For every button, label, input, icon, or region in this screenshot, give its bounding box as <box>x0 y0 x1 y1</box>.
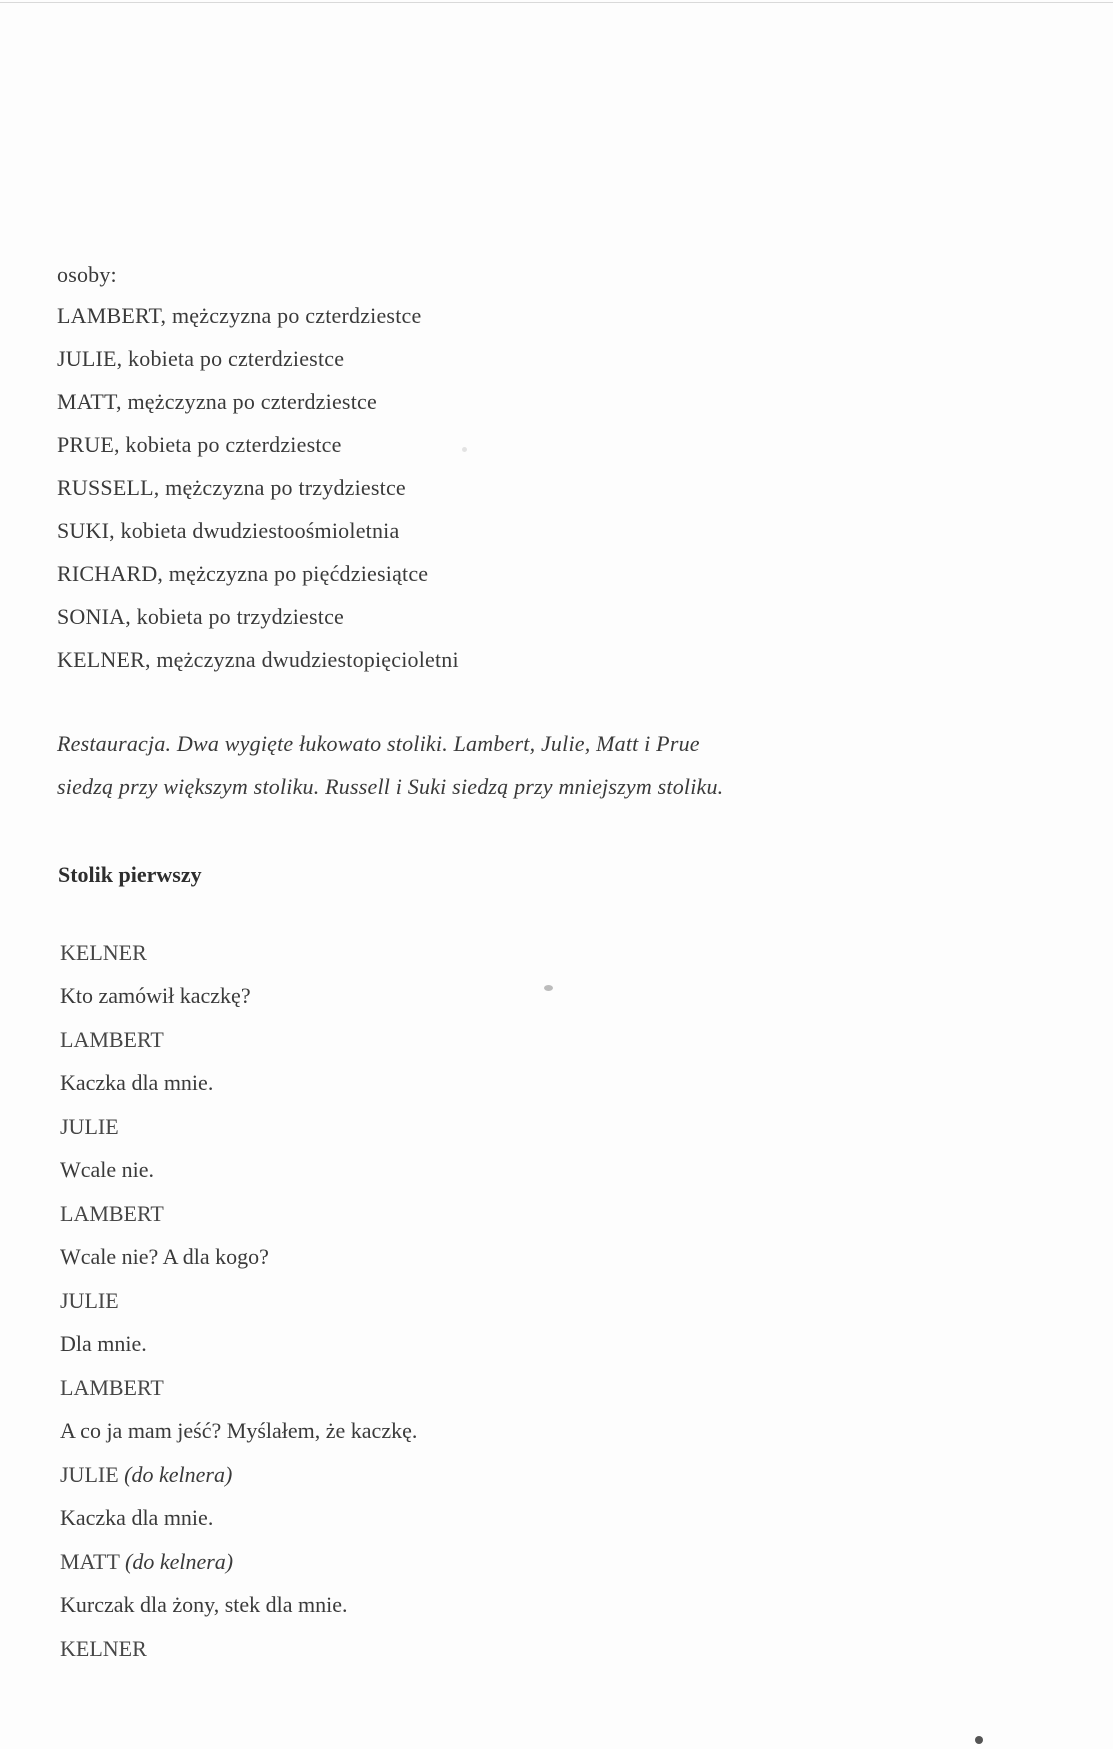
scan-speck <box>975 1736 983 1744</box>
dialogue-line: Kto zamówił kaczkę? <box>60 983 251 1008</box>
dialogue-speaker: KELNER <box>60 1636 147 1661</box>
dialogue-speaker: MATT <box>60 1549 120 1574</box>
dialogue-direction: (do kelnera) <box>125 1549 234 1574</box>
dialogue-speaker: KELNER <box>60 940 147 965</box>
dialogue-speaker-with-direction <box>60 1549 233 1575</box>
dialogue-line: Kurczak dla żony, stek dla mnie. <box>60 1592 348 1617</box>
dialogue-line: Kaczka dla mnie. <box>60 1070 214 1095</box>
dialogue-speaker-with-direction <box>60 1462 232 1488</box>
dialogue-speaker: JULIE <box>60 1114 119 1139</box>
scan-speck <box>544 985 553 991</box>
dialogue-line: Wcale nie. <box>60 1157 155 1182</box>
stage-direction-line-2: siedzą przy większym stoliku. Russell i Suki siedzą przy mniejszym stoliku. <box>57 774 724 799</box>
cast-item-suki: SUKI, kobieta dwudziestoośmioletnia <box>57 518 400 543</box>
dialogue-speaker: JULIE <box>60 1462 119 1487</box>
scene-heading: Stolik pierwszy <box>58 862 202 887</box>
cast-item-lambert: LAMBERT, mężczyzna po czterdziestce <box>57 303 422 328</box>
cast-item-prue: PRUE, kobieta po czterdziestce <box>57 432 342 457</box>
dialogue-direction: (do kelnera) <box>124 1462 233 1487</box>
cast-item-kelner: KELNER, mężczyzna dwudziestopięcioletni <box>57 647 459 672</box>
dialogue-speaker: LAMBERT <box>60 1375 164 1400</box>
dialogue-line: A co ja mam jeść? Myślałem, że kaczkę. <box>60 1418 418 1443</box>
cast-item-richard: RICHARD, mężczyzna po pięćdziesiątce <box>57 561 429 586</box>
dialogue-line: Kaczka dla mnie. <box>60 1505 214 1530</box>
dialogue-speaker: LAMBERT <box>60 1027 164 1052</box>
cast-item-russell: RUSSELL, mężczyzna po trzydziestce <box>57 475 406 500</box>
scan-speck <box>462 447 467 452</box>
cast-item-sonia: SONIA, kobieta po trzydziestce <box>57 604 345 629</box>
dialogue-speaker: JULIE <box>60 1288 119 1313</box>
cast-item-matt: MATT, mężczyzna po czterdziestce <box>57 389 377 414</box>
cast-item-julie: JULIE, kobieta po czterdziestce <box>57 346 345 371</box>
stage-direction-line-1: Restauracja. Dwa wygięte łukowato stoliki. Lambert, Julie, Matt i Prue <box>57 731 700 756</box>
dialogue-line: Dla mnie. <box>60 1331 147 1356</box>
dialogue-speaker: LAMBERT <box>60 1201 164 1226</box>
page-top-edge <box>0 2 1113 3</box>
cast-header: osoby: <box>57 262 117 287</box>
dialogue-line: Wcale nie? A dla kogo? <box>60 1244 269 1269</box>
